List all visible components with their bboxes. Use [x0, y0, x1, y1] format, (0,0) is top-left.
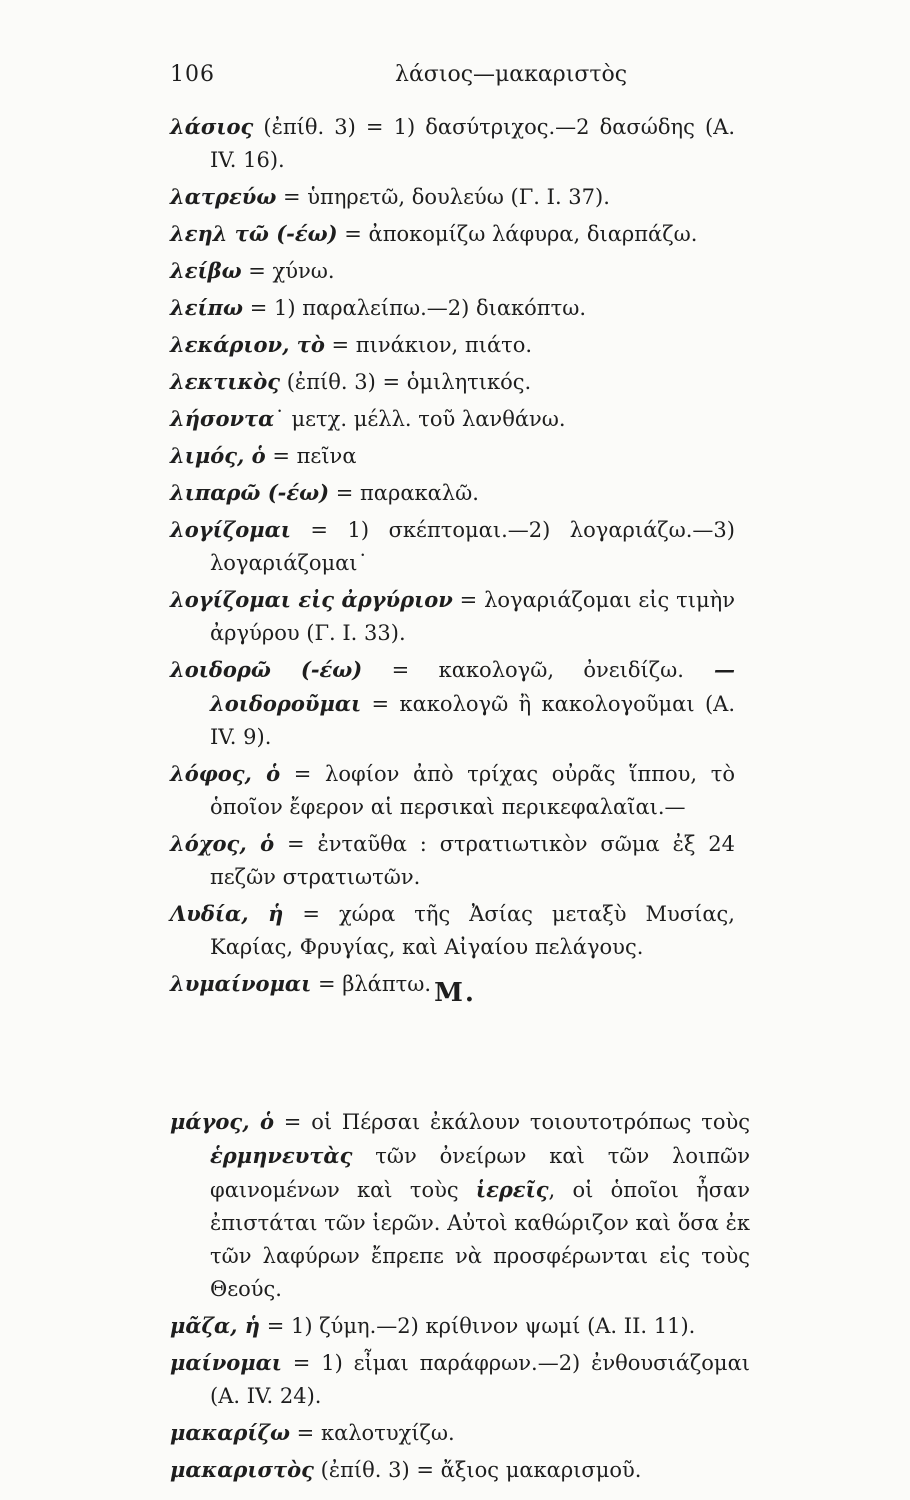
- definition: = ὑπηρετῶ, δουλεύω (Γ. I. 37).: [276, 185, 610, 209]
- entry-logizomai-argyrion: [0, 583, 735, 650]
- entry-limos: [0, 439, 735, 473]
- section-lambda: [0, 110, 910, 1001]
- headword: λατρεύω: [170, 184, 277, 209]
- headword: λυμαίνομαι: [170, 971, 312, 996]
- entry-liparo: [0, 476, 735, 510]
- entry-lophos: [0, 757, 735, 824]
- headword: μᾶζα, ἡ: [170, 1313, 261, 1338]
- definition: = βλάπτω.: [311, 972, 432, 996]
- definition: = κακολογῶ, ὀνειδίζω.: [362, 658, 684, 682]
- headword: λεκάριον, τὸ: [170, 332, 325, 357]
- entry-leibo: [0, 254, 735, 288]
- definition: = 1) ζύμη.—2) κρίθινον ψωμί (Α. II. 11).: [260, 1314, 696, 1338]
- headword: λόχος, ὁ: [170, 831, 275, 856]
- headword: μαίνομαι: [170, 1350, 282, 1375]
- entry-logizomai: [0, 513, 735, 580]
- definition: = 1) εἶμαι παράφρων.—2) ἐνθουσιάζομαι (Α. IV. 24).: [210, 1351, 750, 1408]
- definition: = πεῖνα: [265, 444, 357, 468]
- emphasis-term: ἱερεῖς: [475, 1177, 549, 1202]
- emphasis-term: ἑρμηνευτὰς: [210, 1143, 353, 1168]
- definition: ˙ μετχ. μέλλ. τοῦ λανθάνω.: [274, 407, 566, 431]
- definition: = χύνω.: [241, 259, 335, 283]
- definition: (ἐπίθ. 3) = 1) δασύτριχος.—2 δασώδης (Α. IV. 16).: [210, 115, 735, 172]
- headword: μακαρίζω: [170, 1420, 290, 1445]
- headword: λεηλ τῶ (-έω): [170, 221, 338, 246]
- definition: = λογαριάζομαι εἰς τιμὴν ἀργύρου (Γ. I. 33).: [210, 588, 735, 645]
- definition: = πινάκιον, πιάτο.: [324, 333, 533, 357]
- definition: = καλοτυχίζω.: [290, 1421, 455, 1445]
- headword: μάγος, ὁ: [170, 1109, 274, 1134]
- entry-lochos: [0, 827, 735, 894]
- entry-magos: [0, 1105, 750, 1306]
- definition: , οἱ ὁποῖοι ἦσαν ἐπιστάται τῶν ἱερῶν. Αὐτοὶ καθώριζον καὶ ὅσα ἐκ τῶν λαφύρων ἔπρεπε νὰ προσφέρωνται εἰς τοὺς Θεούς.: [210, 1178, 750, 1301]
- entry-lesonta: [0, 402, 735, 436]
- headword: λείβω: [170, 258, 242, 283]
- definition: = ἀποκομίζω λάφυρα, διαρπάζω.: [337, 222, 698, 246]
- headword: μακαριστὸς: [170, 1457, 314, 1482]
- entry-lekarion: [0, 328, 735, 362]
- headword: λογίζομαι: [170, 517, 291, 542]
- entry-loidoro: [0, 653, 735, 754]
- headword: λάσιος: [170, 114, 254, 139]
- entry-leelato: [0, 217, 735, 251]
- headword: λογίζομαι εἰς ἀργύριον: [170, 587, 453, 612]
- section-mu: [0, 1105, 910, 1487]
- headword: λήσοντα: [170, 406, 275, 431]
- definition: = οἱ Πέρσαι ἐκάλουν τοιουτοτρόπως τοὺς: [273, 1110, 750, 1134]
- headword: λείπω: [170, 295, 244, 320]
- headword: λιμός, ὁ: [170, 443, 266, 468]
- definition: = 1) σκέπτομαι.—2) λογαριάζω.—3) λογαριάζομαι˙: [210, 518, 735, 575]
- definition: = χώρα τῆς Ἀσίας μεταξὺ Μυσίας, Καρίας, Φρυγίας, καὶ Αἰγαίου πελάγους.: [210, 902, 735, 959]
- section-letter-heading: Μ.: [434, 978, 476, 1008]
- definition: = ἐνταῦθα : στρατιωτικὸν σῶμα ἐξ 24 πεζῶν στρατιωτῶν.: [210, 832, 735, 889]
- sub-headword: —λοιδοροῦμαι: [210, 657, 735, 716]
- definition: = λοφίον ἀπὸ τρίχας οὐρᾶς ἵππου, τὸ ὁποῖον ἔφερον αἱ περσικαὶ περικεφαλαῖαι.—: [210, 762, 735, 819]
- entry-maza: [0, 1309, 750, 1343]
- headword: λόφος, ὁ: [170, 761, 281, 786]
- headword: λεκτικὸς: [170, 369, 281, 394]
- entry-makaristos: [0, 1453, 750, 1487]
- page-number: 106: [170, 62, 215, 87]
- entry-lydia: [0, 897, 735, 964]
- entry-mainomai: [0, 1346, 750, 1413]
- sub-definition: = κακολογῶ ἢ κακολογοῦμαι (Α. IV. 9).: [210, 692, 735, 749]
- definition: = 1) παραλείπω.—2) διακόπτω.: [243, 296, 587, 320]
- entry-makarizo: [0, 1416, 750, 1450]
- definition: τῶν ὀνείρων καὶ τῶν λοιπῶν φαινομένων καὶ τοὺς: [210, 1144, 750, 1202]
- page-header: [0, 62, 910, 92]
- entry-leipo: [0, 291, 735, 325]
- running-head: λάσιος—μακαριστὸς: [395, 62, 628, 87]
- definition: (ἐπίθ. 3) = ὁμιλητικός.: [280, 370, 532, 394]
- headword: λοιδορῶ (-έω): [170, 657, 363, 682]
- entry-lasios: [0, 110, 735, 177]
- definition: (ἐπίθ. 3) = ἄξιος μακαρισμοῦ.: [313, 1458, 642, 1482]
- entry-lektikos: [0, 365, 735, 399]
- entry-latreuo: [0, 180, 735, 214]
- headword: Λυδία, ἡ: [170, 901, 284, 926]
- headword: λιπαρῶ (-έω): [170, 480, 330, 505]
- definition: = παρακαλῶ.: [329, 481, 479, 505]
